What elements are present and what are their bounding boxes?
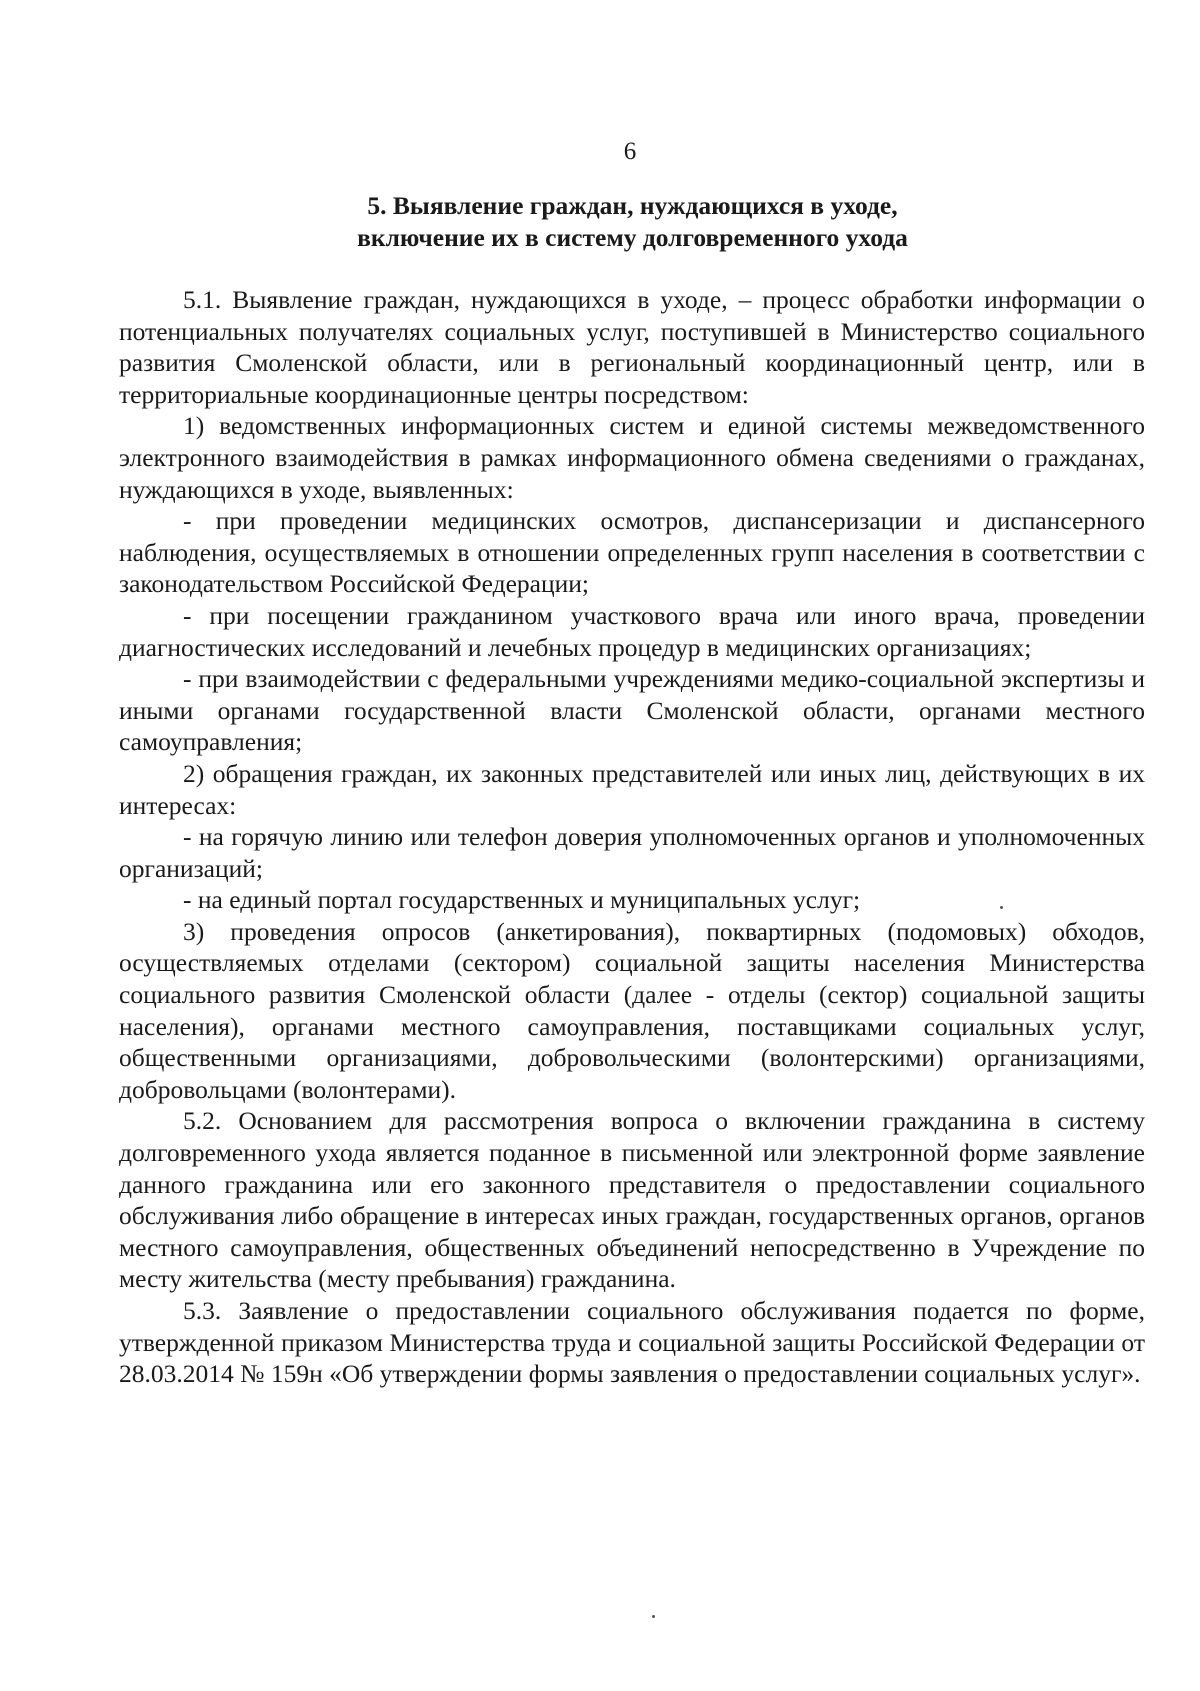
paragraph-5-2: 5.2. Основанием для рассмотрения вопроса о включении гражданина в систему долговременного ухода является поданное в письменной или электронной форме заявление данного гражданина или его законного представителя о предоставлении социального обслуживания либо обращение в интересах иных граждан, государственных органов, органов местного самоуправления, общественных объединений непосредственно в Учреждение по месту жительства (месту пребывания) гражданина. [119,1106,1145,1294]
paragraph-item-2: 2) обращения граждан, их законных представителей или иных лиц, действующих в их интересах: [119,758,1145,820]
paragraph-5-1: 5.1. Выявление граждан, нуждающихся в уходе, – процесс обработки информации о потенциальных получателях социальных услуг, поступившей в Министерство социального развития Смоленской области, или в региональный координационный центр, или в территориальные координационные центры посредством: [119,285,1145,409]
heading-line-2: включение их в систему долговременного ухода [357,223,908,252]
heading-line-1: 5. Выявление граждан, нуждающихся в уходе, [367,191,898,220]
paragraph-bullet-hotline: - на горячую линию или телефон доверия уполномоченных органов и уполномоченных организаций; [119,822,1145,883]
scan-speck [652,1615,655,1618]
scan-speck [1000,906,1003,909]
paragraph-item-1: 1) ведомственных информационных систем и единой системы межведомственного электронного взаимодействия в рамках информационного обмена сведениями о гражданах, нуждающихся в уходе, выявленных: [119,411,1145,504]
paragraph-bullet-medical-exams: - при проведении медицинских осмотров, диспансеризации и диспансерного наблюдения, осуществляемых в отношении определенных групп населения в соответствии с законодательством Российской Федерации; [119,506,1145,599]
body-text [119,284,1145,1390]
page-number: 6 [623,138,637,165]
paragraph-item-3: 3) проведения опросов (анкетирования), поквартирных (подомовых) обходов, осуществляемых отделами (сектором) социальной защиты населения Министерства социального развития Смоленской области (далее - отделы (сектор) социальной защиты населения), органами местного самоуправления, поставщиками социальных услуг, общественными организациями, добровольческими (волонтерскими) организациями, добровольцами (волонтерами). [119,916,1145,1104]
paragraph-bullet-mse-interaction: - при взаимодействии с федеральными учреждениями медико-социальной экспертизы и иными органами государственной власти Смоленской области, органами местного самоуправления; [119,664,1145,757]
paragraph-5-3: 5.3. Заявление о предоставлении социального обслуживания подается по форме, утвержденной приказом Министерства труда и социальной защиты Российской Федерации от 28.03.2014 № 159н «Об утверждении формы заявления о предоставлении социальных услуг». [119,1296,1145,1389]
paragraph-bullet-portal: - на единый портал государственных и муниципальных услуг; [183,885,861,915]
section-heading [120,190,1145,254]
paragraph-bullet-doctor-visit: - при посещении гражданином участкового врача или иного врача, проведении диагностических исследований и лечебных процедур в медицинских организациях; [119,600,1145,662]
